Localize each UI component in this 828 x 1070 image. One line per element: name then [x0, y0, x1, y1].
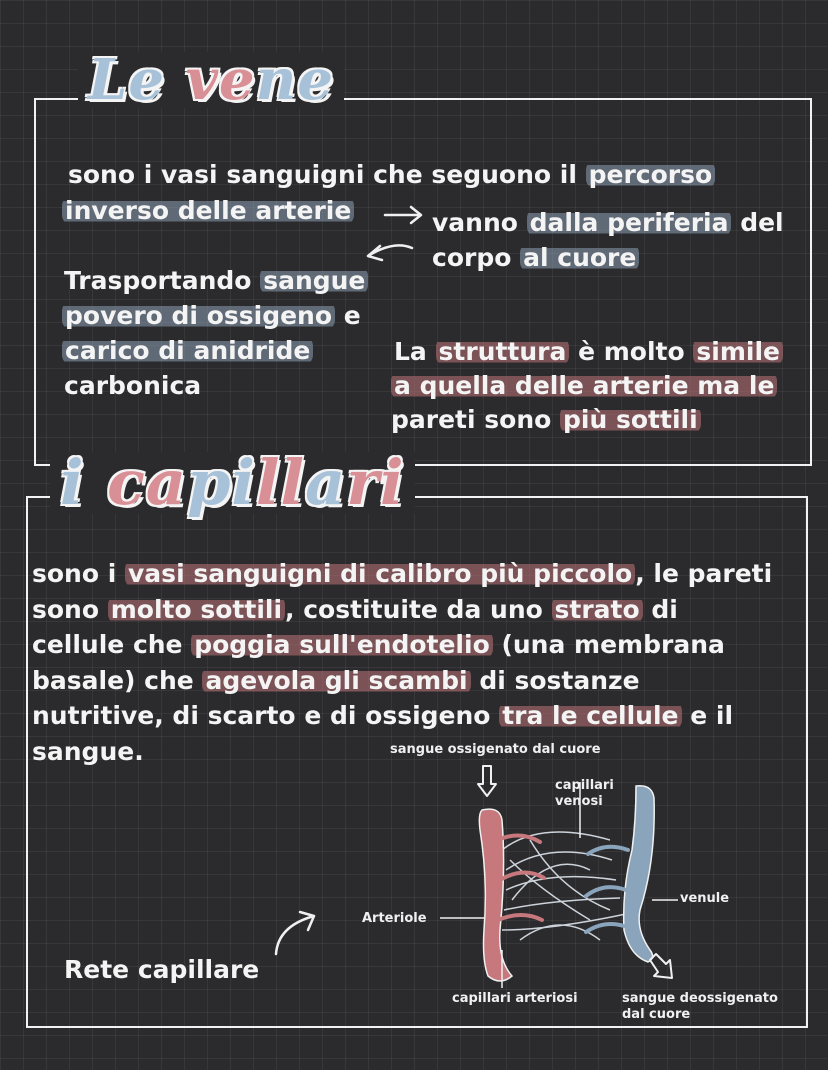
- veins-structure-3: pareti sono più sottili: [391, 403, 701, 437]
- label-capillari-venosi: capillari venosi: [555, 778, 614, 809]
- veins-col-3: carico di anidride: [62, 334, 313, 368]
- label-arteriole: Arteriole: [362, 911, 427, 926]
- veins-col-1: Trasportando sangue: [64, 264, 368, 298]
- veins-structure-2: a quella delle arterie ma le: [391, 369, 777, 403]
- veins-col-4: carbonica: [64, 371, 202, 400]
- capillary-network-diagram: [440, 780, 680, 1000]
- capillaries-title: i capillari: [50, 452, 415, 514]
- venule-vessel: [624, 786, 655, 962]
- curved-arrow-icon: [270, 906, 322, 958]
- veins-line-1: sono i vasi sanguigni che seguono il percorso: [68, 158, 715, 192]
- arrow-left-icon: [360, 238, 416, 266]
- arrow-right-icon: [383, 203, 427, 227]
- label-oxygenated-blood: sangue ossigenato dal cuore: [390, 742, 601, 757]
- veins-right-1: vanno dalla periferia del: [432, 208, 784, 237]
- label-capillari-arteriosi: capillari arteriosi: [452, 991, 578, 1006]
- veins-title: Le vene: [78, 52, 344, 108]
- label-venule: venule: [680, 891, 730, 906]
- label-deoxygenated-blood: sangue deossigenato dal cuore: [622, 991, 778, 1022]
- veins-structure-1: La struttura è molto simile: [394, 335, 783, 369]
- veins-line-2: inverso delle arterie: [62, 194, 354, 228]
- veins-col-2: povero di ossigeno e: [62, 299, 361, 333]
- capillaries-paragraph: sono i vasi sanguigni di calibro più piccolo , le pareti sono molto sottili , costituite da uno strato di cellule che poggia sull'endotelio (una membrana basale) che agevola gli scambi di sostanze nutritive, di scarto e di ossigeno tra le cellule e il sangue.: [32, 559, 773, 766]
- veins-right-2: corpo al cuore: [432, 241, 639, 275]
- diagram-caption: Rete capillare: [64, 955, 260, 984]
- arrow-down-right-icon: [646, 952, 676, 982]
